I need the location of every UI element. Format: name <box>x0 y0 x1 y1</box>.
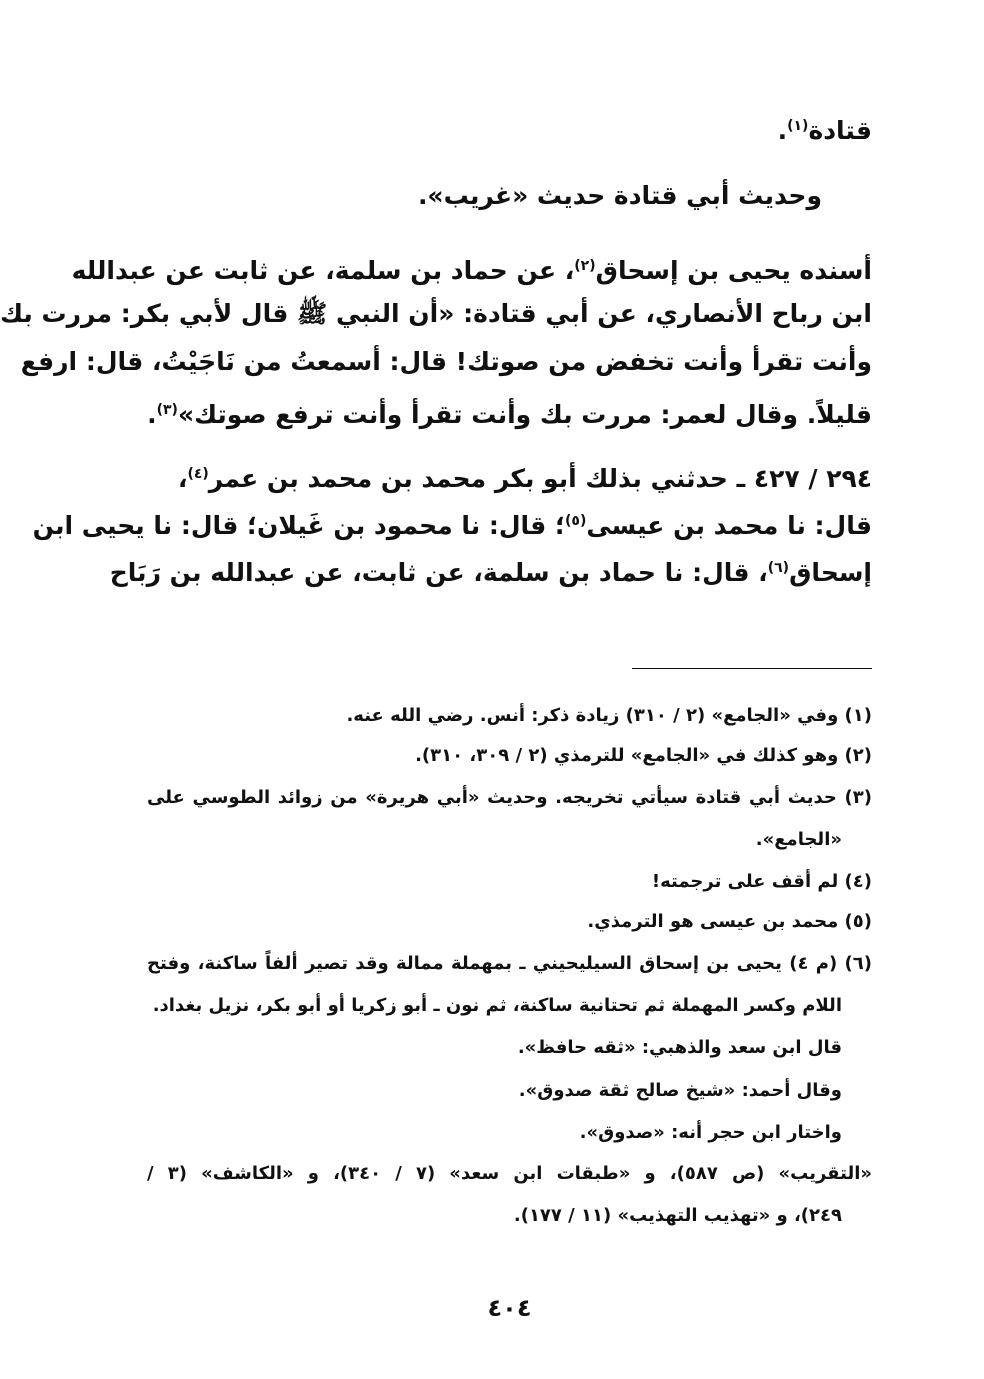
text-line: قليلاً. وقال لعمر: مررت بك وأنت تقرأ وأنت ترفع صوتك»$^{(٣)}$. <box>147 400 872 429</box>
footnote-1: (١) وفي «الجامع» (٢ / ٣١٠) زيادة ذكر: أنس. رضي الله عنه. <box>346 705 872 726</box>
footnote-ref: (٥) <box>565 513 587 529</box>
footnote-6-line: ٢٤٩)، و «تهذيب التهذيب» (١١ / ١٧٧). <box>513 1205 842 1226</box>
text-line: قال: نا محمد بن عيسى$^{(٥)}$؛ قال: نا محمود بن غَيلان؛ قال: نا يحيى ابن <box>32 511 872 540</box>
text-line: وأنت تقرأ وأنت تخفض من صوتك! قال: أسمعتُ من نَاجَيْتُ، قال: ارفع <box>20 347 872 376</box>
footnote-6-line: واختار ابن حجر أنه: «صدوق». <box>579 1122 842 1143</box>
footnote-3-continued: «الجامع». <box>755 829 842 850</box>
text-line: أسنده يحيى بن إسحاق$^{(٢)}$، عن حماد بن سلمة، عن ثابت عن عبدالله <box>71 256 872 285</box>
text-line: قتادة$^{(١)}$. <box>777 116 872 145</box>
footnote-3: (٣) حديث أبي قتادة سيأتي تخريجه. وحديث «أبي هريرة» من زوائد الطوسي على <box>147 787 872 808</box>
page-number: ٤٠٤ <box>487 1294 532 1322</box>
footnote-5: (٥) محمد بن عيسى هو الترمذي. <box>587 911 872 932</box>
footnote-6: (٦) (م ٤) يحيى بن إسحاق السيليحيني ـ بمهملة ممالة وقد تصير ألفاً ساكنة، وفتح <box>147 953 872 974</box>
text-line: إسحاق$^{(٦)}$، قال: نا حماد بن سلمة، عن ثابت، عن عبدالله بن رَبَاح <box>109 558 872 587</box>
footnote-ref: (٦) <box>767 560 790 576</box>
footnote-6-line: وقال أحمد: «شيخ صالح ثقة صدوق». <box>518 1080 842 1101</box>
footnote-6-line: قال ابن سعد والذهبي: «ثقه حافظ». <box>517 1037 842 1058</box>
footnote-separator <box>632 668 872 669</box>
text-line: ٢٩٤ / ٤٢٧ ـ حدثني بذلك أبو بكر محمد بن محمد بن عمر$^{(٤)}$، <box>177 464 872 493</box>
footnote-ref: (٤) <box>187 466 209 482</box>
footnote-ref: (٢) <box>574 258 596 274</box>
footnote-2: (٢) وهو كذلك في «الجامع» للترمذي (٢ / ٣٠٩، ٣١٠). <box>415 745 872 766</box>
footnote-ref: (١) <box>787 118 809 134</box>
footnote-6-line: «التقريب» (ص ٥٨٧)، و «طبقات ابن سعد» (٧ / ٣٤٠)، و «الكاشف» (٣ / <box>147 1163 873 1184</box>
text-line: ابن رباح الأنصاري، عن أبي قتادة: «أن النبي ﷺ قال لأبي بكر: مررت بك <box>0 299 872 328</box>
footnote-4: (٤) لم أقف على ترجمته! <box>651 871 872 892</box>
footnote-6-line: اللام وكسر المهملة ثم تحتانية ساكنة، ثم نون ـ أبو زكريا أو أبو بكر، نزيل بغداد. <box>152 995 842 1016</box>
footnote-ref: (٣) <box>156 402 178 418</box>
text-line: وحديث أبي قتادة حديث «غريب». <box>417 181 822 210</box>
